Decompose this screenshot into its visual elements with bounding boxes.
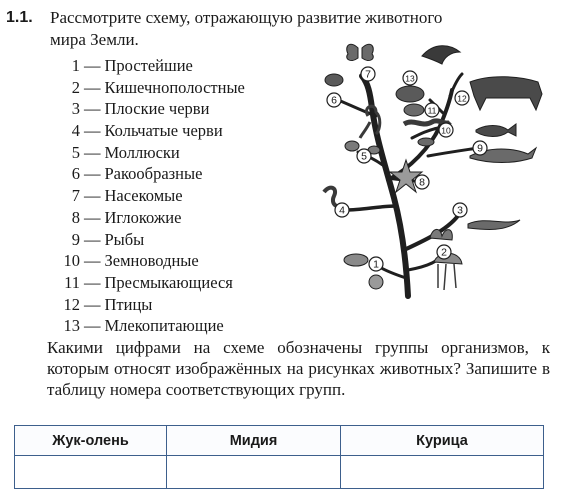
tree-label: 13 [405, 73, 415, 84]
dash: — [84, 207, 101, 227]
dash: — [84, 77, 101, 97]
group-number: 4 [71, 121, 80, 141]
group-name: Иглокожие [104, 207, 182, 227]
list-item [60, 207, 245, 229]
answer-cell-chicken[interactable] [341, 456, 544, 489]
tree-label: 5 [361, 150, 367, 163]
group-number: 9 [71, 229, 80, 249]
turtle-icon [396, 86, 424, 102]
group-name: Кишечнополостные [104, 77, 245, 97]
answer-cell-mussel[interactable] [167, 456, 341, 489]
group-list [60, 55, 245, 337]
tree-label: 4 [339, 204, 345, 217]
fish-icon [476, 124, 516, 137]
protist-icon [369, 275, 383, 289]
frog-icon [404, 104, 424, 116]
list-item [60, 98, 245, 120]
group-name: Простейшие [104, 56, 193, 75]
dash: — [84, 121, 101, 141]
group-name: Земноводные [104, 251, 199, 271]
question-text: Какими цифрами на схеме обозначены группы организмов, к которым относят изображённых на рисунках животных? Запишите в таблицу номера соответствующих групп. [47, 338, 550, 399]
header-stag-beetle: Жук-олень [15, 426, 167, 456]
list-item [60, 229, 245, 251]
group-name: Насекомые [104, 186, 183, 206]
list-item [60, 120, 245, 142]
dash: — [84, 294, 101, 314]
dash: — [84, 316, 101, 336]
dash: — [84, 56, 101, 75]
group-number: 1 [71, 56, 80, 75]
evolution-tree-diagram [310, 38, 555, 300]
dash: — [84, 186, 101, 206]
answer-cell-stag-beetle[interactable] [15, 456, 167, 489]
group-name: Птицы [104, 294, 153, 314]
branch-4 [346, 206, 396, 210]
dash: — [84, 229, 101, 249]
group-number: 13 [63, 316, 80, 336]
header-chicken: Курица [341, 426, 544, 456]
task-number: 1.1. [6, 9, 33, 26]
list-item [60, 250, 245, 272]
group-number: 2 [71, 77, 80, 97]
list-item [60, 77, 245, 99]
group-name: Кольчатые черви [104, 121, 223, 141]
group-number: 10 [63, 251, 80, 271]
dash: — [84, 142, 101, 162]
butterfly-icon [347, 44, 374, 60]
tree-label: 1 [373, 258, 379, 271]
intro-line-1: Рассмотрите схему, отражающую развитие животного [50, 8, 443, 27]
tree-label: 6 [331, 94, 337, 107]
group-name: Ракообразные [104, 164, 203, 184]
shell-icon [345, 141, 359, 151]
dash: — [84, 272, 101, 292]
amoeba-icon [344, 254, 368, 266]
group-number: 5 [71, 142, 80, 162]
tree-label: 7 [365, 68, 371, 81]
group-number: 6 [71, 164, 80, 184]
tree-label: 8 [419, 176, 425, 189]
flatworm-icon [468, 220, 520, 230]
tree-label: 2 [441, 246, 447, 259]
branch-9 [428, 148, 478, 156]
list-item [60, 55, 245, 77]
tree-label: 12 [457, 93, 467, 104]
list-item [60, 294, 245, 316]
group-number: 12 [63, 294, 80, 314]
group-number: 11 [64, 272, 80, 292]
tree-label: 11 [427, 105, 437, 116]
group-number: 3 [71, 99, 80, 119]
tree-label: 9 [477, 142, 483, 155]
list-item [60, 185, 245, 207]
dash: — [84, 99, 101, 119]
group-name: Рыбы [104, 229, 145, 249]
eagle-icon [422, 46, 460, 64]
dash: — [84, 164, 101, 184]
list-item [60, 315, 245, 337]
table-header-row [15, 426, 544, 456]
tree-label: 10 [441, 125, 451, 136]
group-name: Моллюски [104, 142, 180, 162]
group-name: Пресмыкающиеся [104, 272, 233, 292]
crab-icon [325, 74, 343, 86]
list-item [60, 272, 245, 294]
table-row [15, 456, 544, 489]
group-name: Млекопитающие [104, 316, 224, 336]
list-item [60, 142, 245, 164]
list-item [60, 163, 245, 185]
intro-line-2: мира Земли. [50, 30, 139, 49]
answer-table [14, 425, 544, 489]
tree-label: 3 [457, 204, 463, 217]
tiger-icon [470, 77, 542, 110]
header-mussel: Мидия [167, 426, 341, 456]
dash: — [84, 251, 101, 271]
group-number: 8 [71, 207, 80, 227]
group-name: Плоские черви [104, 99, 210, 119]
group-number: 7 [71, 186, 80, 206]
small-fish-icon [418, 138, 434, 146]
